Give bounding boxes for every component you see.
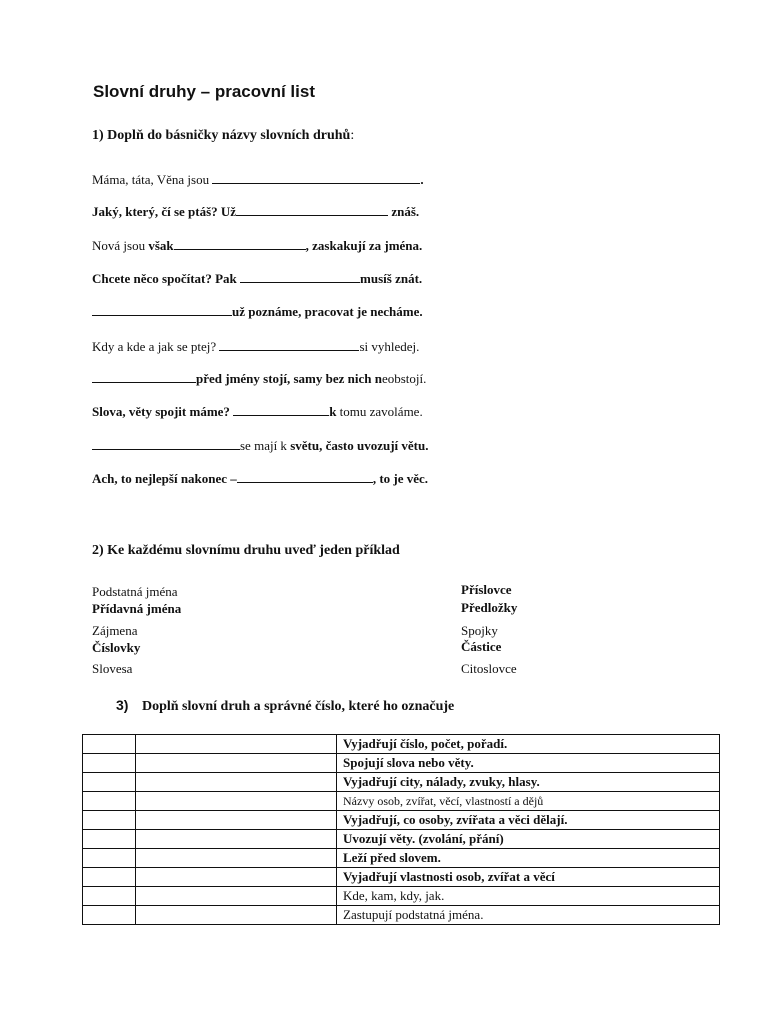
table-row	[83, 906, 720, 925]
task3-heading-text: Doplň slovní druh a správné číslo, které ho označuje	[141, 699, 455, 714]
word-class-cell[interactable]	[136, 754, 337, 773]
poem-text: před jmény stojí, samy bez nich n	[196, 371, 382, 386]
word-class-left-3: Zájmena	[92, 623, 138, 638]
poem-line-7	[92, 370, 426, 387]
answer-table	[82, 734, 720, 925]
description-cell: Kde, kam, kdy, jak.	[337, 887, 720, 906]
poem-line-5	[92, 303, 423, 320]
page-title: Slovní druhy – pracovní list	[93, 82, 315, 101]
poem-text: světu, často uvozují větu.	[290, 438, 429, 453]
task1-heading-colon: :	[350, 128, 355, 143]
answer-blank[interactable]	[237, 470, 373, 483]
answer-blank[interactable]	[233, 403, 329, 416]
task3-heading	[116, 697, 454, 715]
poem-text: tomu zavoláme.	[336, 404, 423, 419]
poem-text: .	[420, 172, 424, 187]
answer-blank[interactable]	[236, 203, 388, 216]
table-row	[83, 735, 720, 754]
table-row	[83, 811, 720, 830]
description-cell: Vyjadřují, co osoby, zvířata a věci dělají.	[337, 811, 720, 830]
poem-line-8	[92, 403, 423, 420]
number-cell[interactable]	[83, 868, 136, 887]
table-row	[83, 868, 720, 887]
poem-line-6	[92, 338, 419, 355]
answer-blank[interactable]	[212, 171, 420, 184]
word-class-right-3: Spojky	[461, 623, 498, 638]
word-class-cell[interactable]	[136, 735, 337, 754]
poem-text: si vyhledej.	[359, 339, 420, 354]
poem-text: k	[329, 404, 337, 419]
word-class-left-4: Číslovky	[92, 640, 141, 655]
description-cell: Názvy osob, zvířat, věcí, vlastností a dějů	[337, 792, 720, 811]
poem-line-9	[92, 437, 428, 454]
poem-text: se mají k	[240, 438, 291, 453]
task1-heading-text: 1) Doplň do básničky názvy slovních druhů	[92, 128, 351, 143]
poem-text: musíš znát.	[360, 271, 423, 286]
answer-blank[interactable]	[92, 370, 196, 383]
poem-line-4	[92, 270, 422, 287]
number-cell[interactable]	[83, 773, 136, 792]
number-cell[interactable]	[83, 792, 136, 811]
table-row	[83, 773, 720, 792]
poem-text: , zaskakují za jména.	[305, 238, 423, 253]
number-cell[interactable]	[83, 887, 136, 906]
number-cell[interactable]	[83, 754, 136, 773]
answer-blank[interactable]	[92, 437, 240, 450]
word-class-right-5: Citoslovce	[461, 661, 517, 676]
poem-text: znáš.	[388, 204, 420, 219]
poem-text: Slova, věty spojit máme?	[92, 404, 234, 419]
table-row	[83, 830, 720, 849]
number-cell[interactable]	[83, 849, 136, 868]
word-class-right-2: Předložky	[461, 600, 518, 615]
number-cell[interactable]	[83, 735, 136, 754]
task1-heading	[92, 128, 354, 144]
word-class-cell[interactable]	[136, 773, 337, 792]
answer-blank[interactable]	[174, 237, 306, 250]
word-class-cell[interactable]	[136, 906, 337, 925]
number-cell[interactable]	[83, 811, 136, 830]
answer-blank[interactable]	[240, 270, 360, 283]
description-cell: Vyjadřují číslo, počet, pořadí.	[337, 735, 720, 754]
description-cell: Leží před slovem.	[337, 849, 720, 868]
number-cell[interactable]	[83, 906, 136, 925]
poem-text: Máma, táta, Věna jsou	[92, 172, 213, 187]
poem-text: Nová jsou	[92, 238, 149, 253]
poem-text: už poznáme, pracovat je necháme.	[232, 304, 423, 319]
poem-text: , to je věc.	[372, 471, 429, 486]
word-class-cell[interactable]	[136, 811, 337, 830]
poem-text: Chcete něco spočítat? Pak	[92, 271, 241, 286]
word-class-right-1: Příslovce	[461, 582, 512, 597]
table-row	[83, 792, 720, 811]
poem-text: Ach, to nejlepší nakonec –	[92, 471, 237, 486]
table-row	[83, 849, 720, 868]
word-class-right-4: Částice	[461, 639, 502, 654]
word-class-left-2: Přídavná jména	[92, 601, 182, 616]
word-class-cell[interactable]	[136, 868, 337, 887]
answer-blank[interactable]	[219, 338, 359, 351]
poem-text: Jaký, který, čí se ptáš? Už	[92, 204, 237, 219]
description-cell: Vyjadřují vlastnosti osob, zvířat a věcí	[337, 868, 720, 887]
word-class-cell[interactable]	[136, 830, 337, 849]
word-class-cell[interactable]	[136, 887, 337, 906]
description-cell: Uvozují věty. (zvolání, přání)	[337, 830, 720, 849]
description-cell: Zastupují podstatná jména.	[337, 906, 720, 925]
answer-blank[interactable]	[92, 303, 232, 316]
number-cell[interactable]	[83, 830, 136, 849]
description-cell: Spojují slova nebo věty.	[337, 754, 720, 773]
poem-line-2	[92, 203, 419, 220]
description-cell: Vyjadřují city, nálady, zvuky, hlasy.	[337, 773, 720, 792]
poem-text: eobstojí.	[381, 371, 427, 386]
word-class-left-5: Slovesa	[92, 661, 133, 676]
task3-number: 3)	[116, 697, 129, 713]
table-row	[83, 887, 720, 906]
poem-line-3	[92, 237, 422, 254]
poem-line-1	[92, 171, 424, 188]
task2-heading: 2) Ke každému slovnímu druhu uveď jeden příklad	[92, 543, 400, 558]
table-row	[83, 754, 720, 773]
word-class-cell[interactable]	[136, 849, 337, 868]
word-class-cell[interactable]	[136, 792, 337, 811]
poem-line-10	[92, 470, 428, 487]
word-class-left-1: Podstatná jména	[92, 584, 178, 599]
poem-text: však	[148, 238, 174, 253]
poem-text: Kdy a kde a jak se ptej?	[92, 339, 220, 354]
